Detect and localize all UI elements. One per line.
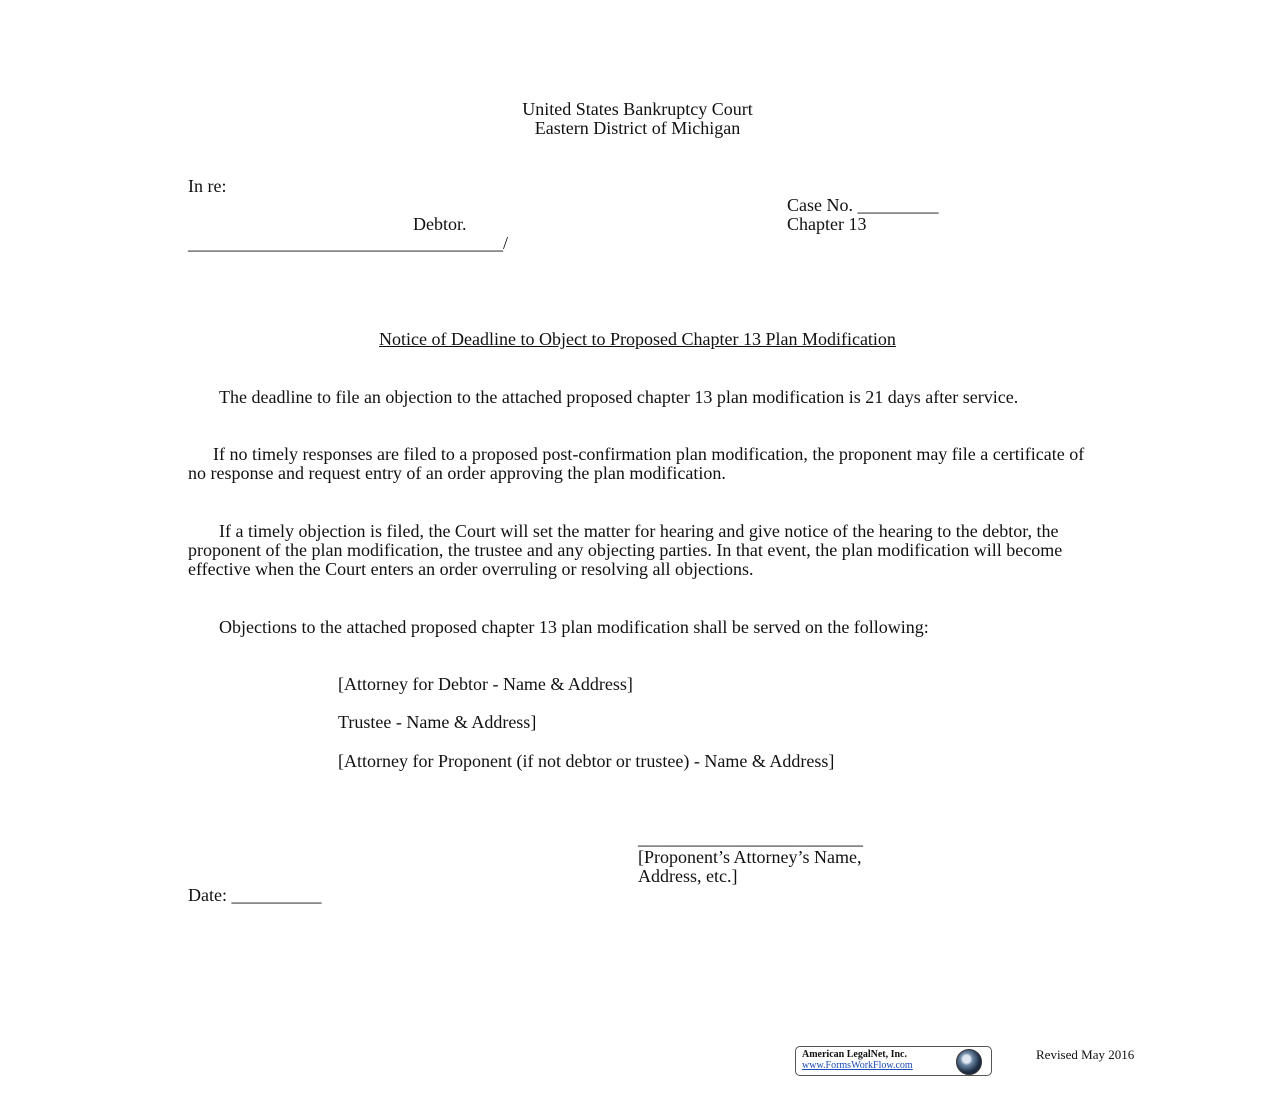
caption-line: ___________________________________/ bbox=[188, 233, 509, 253]
date-field: Date: __________ bbox=[188, 885, 322, 905]
signature-line: _________________________ bbox=[638, 828, 863, 848]
court-district: Eastern District of Michigan bbox=[534, 118, 741, 138]
signature-name: [Proponent’s Attorney’s Name, bbox=[638, 847, 862, 867]
service-item-debtor-attorney: [Attorney for Debtor - Name & Address] bbox=[338, 674, 633, 694]
notice-title: Notice of Deadline to Object to Proposed Chapter 13 Plan Modification bbox=[379, 329, 896, 349]
footer-url-link[interactable]: www.FormsWorkFlow.com bbox=[802, 1060, 913, 1071]
globe-icon bbox=[956, 1049, 982, 1075]
footer-badge[interactable] bbox=[795, 1046, 992, 1076]
court-name: United States Bankruptcy Court bbox=[522, 99, 753, 119]
revised-date: Revised May 2016 bbox=[1036, 1047, 1135, 1062]
service-item-trustee: Trustee - Name & Address] bbox=[338, 712, 537, 732]
paragraph-objection: If a timely objection is filed, the Court will set the matter for hearing and give notice of the hearing to the debtor, the proponent of the plan modification, the trustee and any objecting parties. In that event, the plan modification will become effective when the Court enters an order overruling or resolving all objections. bbox=[188, 521, 1063, 579]
debtor-label: Debtor. bbox=[413, 214, 467, 234]
chapter-label: Chapter 13 bbox=[787, 214, 867, 234]
in-re-label: In re: bbox=[188, 176, 227, 196]
paragraph-no-response: If no timely responses are filed to a proposed post-confirmation plan modification, the proponent may file a certificate of no response and request entry of an order approving the plan modification. bbox=[188, 444, 1085, 483]
footer-company: American LegalNet, Inc. bbox=[802, 1049, 907, 1060]
paragraph-service: Objections to the attached proposed chapter 13 plan modification shall be served on the following: bbox=[219, 617, 929, 637]
signature-address: Address, etc.] bbox=[638, 866, 738, 886]
case-number-field: Case No. _________ bbox=[787, 195, 939, 215]
paragraph-deadline: The deadline to file an objection to the attached proposed chapter 13 plan modification is 21 days after service. bbox=[219, 387, 1019, 407]
service-item-proponent-attorney: [Attorney for Proponent (if not debtor or trustee) - Name & Address] bbox=[338, 751, 835, 771]
